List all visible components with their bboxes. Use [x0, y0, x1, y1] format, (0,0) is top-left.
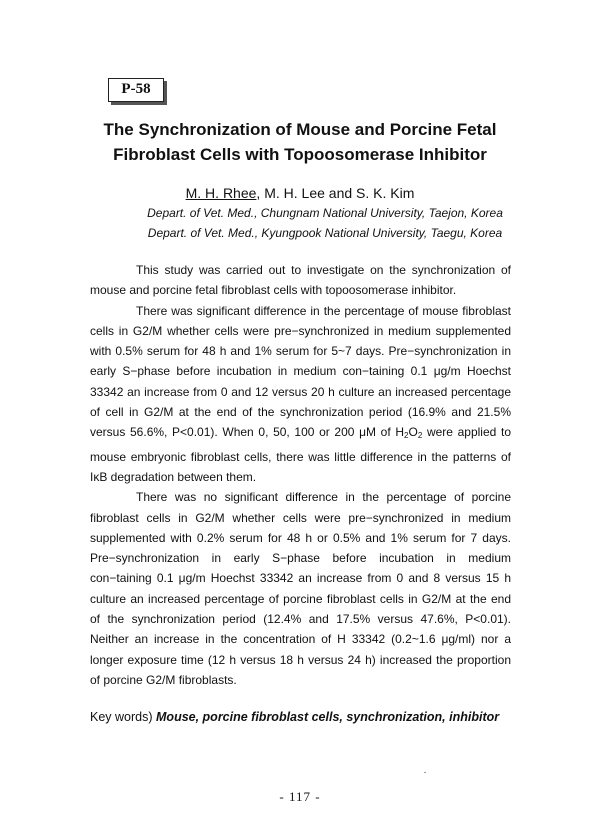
subscript-2a: 2 — [404, 431, 409, 441]
scan-speck — [424, 772, 426, 773]
title-line-2: Fibroblast Cells with Topoosomerase Inhibitor — [113, 145, 487, 164]
paper-title — [0, 117, 600, 167]
affiliation-1: Depart. of Vet. Med., Chungnam National University, Taejon, Korea — [147, 206, 503, 220]
paragraph-2-text-b: were applied to mouse embryonic fibroblast cells, there was little difference in the patterns of IκB degradation between them. — [90, 425, 511, 484]
paragraph-2 — [90, 301, 511, 488]
paragraph-2-text-o: O — [408, 425, 418, 440]
keywords — [90, 708, 520, 726]
presenting-author: M. H. Rhee — [185, 185, 257, 201]
subscript-2b: 2 — [417, 431, 423, 441]
paragraph-3: There was no significant difference in the percentage of porcine fibroblast cells in G2/M whether cells were pre−synchronized in medium supplemented with 0.2% serum for 48 h or 0.5% and 1% serum for 7 days. Pre−synchronization in early S−phase before incubation in medium con−taining 0.1 μg/m Hoechst 33342 an increase from 0 and 8 versus 15 h culture an increased percentage of porcine fibroblast cells in G2/M at the end of the synchronization period (12.4% and 17.5% versus 47.6%, P<0.01). Neither an increase in the concentration of H 33342 (0.2~1.6 μg/ml) nor a longer exposure time (12 h versus 18 h versus 24 h) increased the proportion of porcine G2/M fibroblasts. — [90, 490, 511, 687]
co-authors: , M. H. Lee and S. K. Kim — [256, 185, 415, 201]
page-number: - 117 - — [279, 789, 321, 804]
keywords-label: Key words) — [90, 710, 153, 724]
abstract-number-badge: P-58 — [108, 78, 164, 102]
author-list — [0, 184, 600, 202]
title-line-1: The Synchronization of Mouse and Porcine Fetal — [103, 120, 497, 139]
paragraph-2-text-a: There was significant difference in the percentage of mouse fibroblast cells in G2/M whether cells were pre−synchronized in medium supplemented with 0.5% serum for 48 h and 1% serum for 5~7 days. Pre−synchronization in early S−phase before incubation in medium con−taining 0.1 μg/m Hoechst 33342 an increase from 0 and 12 versus 20 h culture an increased percentage of cell in G2/M at the end of the synchronization period (16.9% and 21.5% versus 56.6%, P<0.01). When 0, 50, 100 or 200 μM of H — [90, 303, 511, 440]
abstract-body — [90, 260, 511, 690]
keywords-values: Mouse, porcine fibroblast cells, synchronization, inhibitor — [156, 710, 500, 724]
paragraph-1: This study was carried out to investigate on the synchronization of mouse and porcine fetal fibroblast cells with topoosomerase inhibitor. — [90, 263, 511, 298]
affiliation-2: Depart. of Vet. Med., Kyungpook National University, Taegu, Korea — [147, 226, 503, 240]
